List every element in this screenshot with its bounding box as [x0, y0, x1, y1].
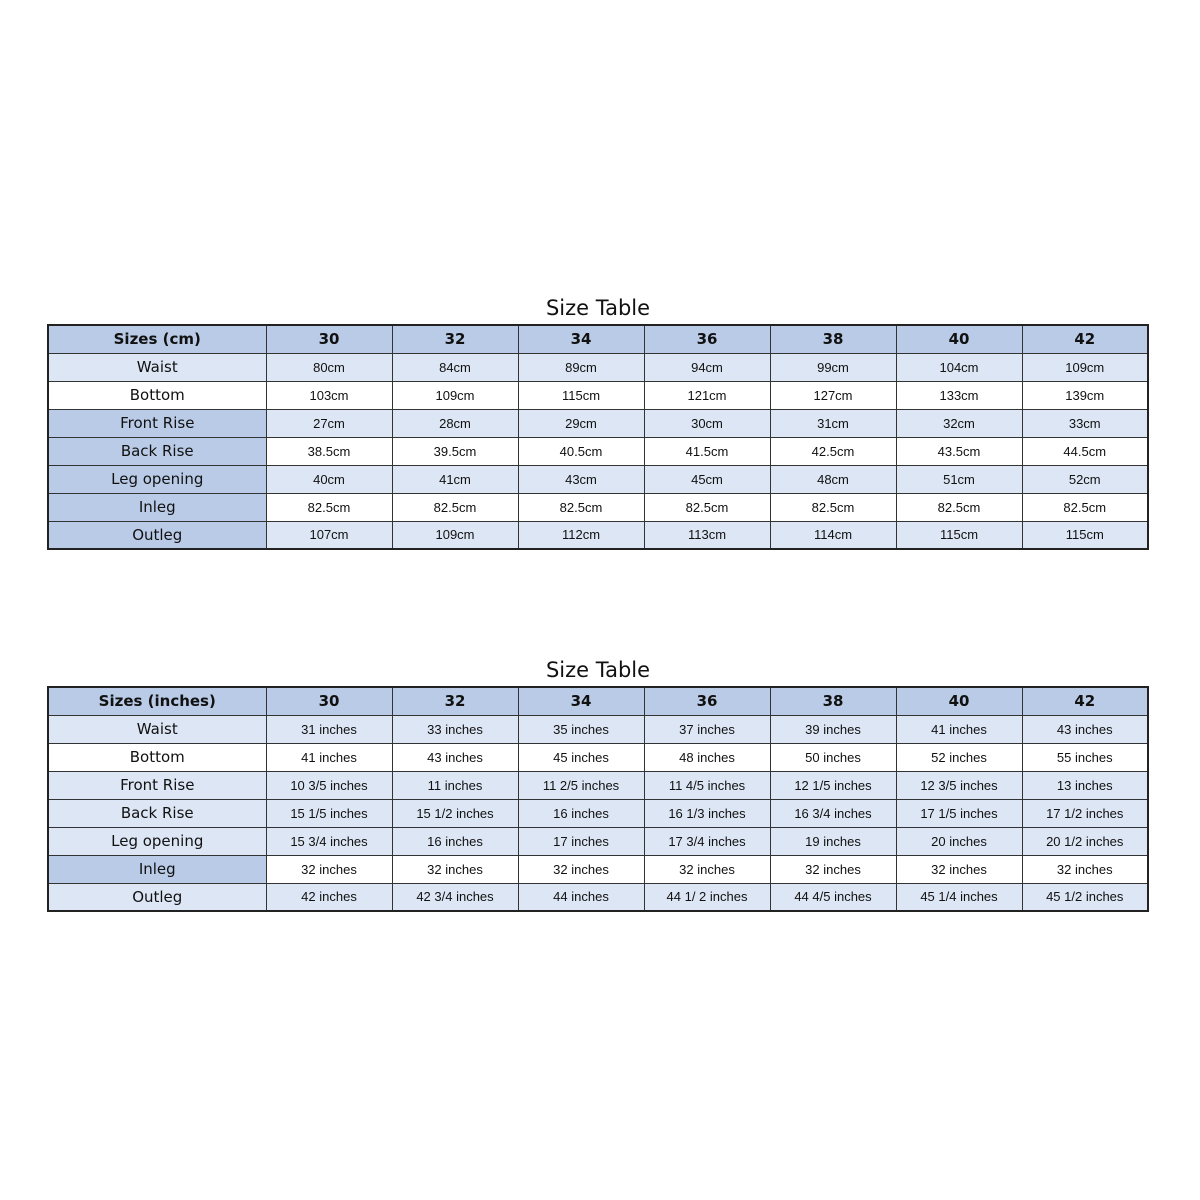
table-cell: 55 inches [1022, 743, 1148, 771]
header-size: 40 [896, 325, 1022, 353]
table-cell: 29cm [518, 409, 644, 437]
table-cell: 11 inches [392, 771, 518, 799]
header-label: Sizes (inches) [48, 687, 266, 715]
table-cell: 121cm [644, 381, 770, 409]
table-row [48, 827, 1148, 855]
table-cell: 48 inches [644, 743, 770, 771]
row-label: Bottom [48, 381, 266, 409]
table-cell: 44.5cm [1022, 437, 1148, 465]
table-cell: 45cm [644, 465, 770, 493]
table-cell: 41 inches [896, 715, 1022, 743]
table-cell: 43 inches [392, 743, 518, 771]
table-cell: 45 1/2 inches [1022, 883, 1148, 911]
table-cell: 31 inches [266, 715, 392, 743]
table-row [48, 353, 1148, 381]
table-cell: 43cm [518, 465, 644, 493]
row-label: Leg opening [48, 827, 266, 855]
table-cell: 15 3/4 inches [266, 827, 392, 855]
row-label: Outleg [48, 883, 266, 911]
table-cell: 109cm [392, 381, 518, 409]
header-size: 30 [266, 687, 392, 715]
table-cell: 31cm [770, 409, 896, 437]
row-label: Front Rise [48, 771, 266, 799]
table-cell: 51cm [896, 465, 1022, 493]
table-cell: 41 inches [266, 743, 392, 771]
table-cell: 32 inches [392, 855, 518, 883]
table-cell: 139cm [1022, 381, 1148, 409]
table-row [48, 493, 1148, 521]
table-cell: 12 1/5 inches [770, 771, 896, 799]
size-table-inches-block [47, 654, 1149, 912]
table-cell: 32 inches [1022, 855, 1148, 883]
table-cell: 45 1/4 inches [896, 883, 1022, 911]
table-row [48, 465, 1148, 493]
table-title: Size Table [545, 296, 651, 320]
table-title: Size Table [545, 658, 651, 682]
table-cell: 16 1/3 inches [644, 799, 770, 827]
table-row [48, 715, 1148, 743]
row-label: Bottom [48, 743, 266, 771]
table-cell: 11 2/5 inches [518, 771, 644, 799]
row-label: Inleg [48, 855, 266, 883]
table-cell: 17 1/5 inches [896, 799, 1022, 827]
header-size: 30 [266, 325, 392, 353]
table-cell: 127cm [770, 381, 896, 409]
table-cell: 99cm [770, 353, 896, 381]
header-size: 34 [518, 325, 644, 353]
table-row [48, 883, 1148, 911]
table-cell: 41cm [392, 465, 518, 493]
table-cell: 42 3/4 inches [392, 883, 518, 911]
table-cell: 48cm [770, 465, 896, 493]
table-cell: 19 inches [770, 827, 896, 855]
row-label: Leg opening [48, 465, 266, 493]
table-cell: 104cm [896, 353, 1022, 381]
header-size: 42 [1022, 687, 1148, 715]
table-cell: 37 inches [644, 715, 770, 743]
table-cell: 35 inches [518, 715, 644, 743]
size-table-cm-block [47, 292, 1149, 550]
table-row [48, 409, 1148, 437]
row-label: Inleg [48, 493, 266, 521]
table-row [48, 381, 1148, 409]
table-cell: 27cm [266, 409, 392, 437]
table-cell: 40.5cm [518, 437, 644, 465]
table-cell: 82.5cm [1022, 493, 1148, 521]
header-size: 36 [644, 687, 770, 715]
header-size: 38 [770, 325, 896, 353]
table-cell: 80cm [266, 353, 392, 381]
table-cell: 30cm [644, 409, 770, 437]
table-row [48, 743, 1148, 771]
table-cell: 32 inches [770, 855, 896, 883]
table-cell: 115cm [1022, 521, 1148, 549]
table-cell: 82.5cm [770, 493, 896, 521]
header-size: 42 [1022, 325, 1148, 353]
table-cell: 32 inches [896, 855, 1022, 883]
table-cell: 39.5cm [392, 437, 518, 465]
table-cell: 133cm [896, 381, 1022, 409]
row-label: Back Rise [48, 437, 266, 465]
table-cell: 20 1/2 inches [1022, 827, 1148, 855]
table-row [48, 855, 1148, 883]
table-cell: 42.5cm [770, 437, 896, 465]
table-cell: 33 inches [392, 715, 518, 743]
table-cell: 50 inches [770, 743, 896, 771]
header-row [48, 325, 1148, 353]
table-cell: 16 inches [392, 827, 518, 855]
row-label: Waist [48, 715, 266, 743]
table-cell: 82.5cm [266, 493, 392, 521]
table-row [48, 437, 1148, 465]
table-cell: 43.5cm [896, 437, 1022, 465]
size-table-cm [47, 324, 1149, 550]
table-cell: 41.5cm [644, 437, 770, 465]
table-cell: 45 inches [518, 743, 644, 771]
table-cell: 114cm [770, 521, 896, 549]
table-cell: 113cm [644, 521, 770, 549]
table-cell: 32 inches [644, 855, 770, 883]
table-cell: 15 1/2 inches [392, 799, 518, 827]
table-cell: 20 inches [896, 827, 1022, 855]
row-label: Waist [48, 353, 266, 381]
table-cell: 107cm [266, 521, 392, 549]
table-cell: 17 3/4 inches [644, 827, 770, 855]
table-cell: 39 inches [770, 715, 896, 743]
table-cell: 52cm [1022, 465, 1148, 493]
row-label: Front Rise [48, 409, 266, 437]
table-cell: 94cm [644, 353, 770, 381]
table-cell: 16 3/4 inches [770, 799, 896, 827]
table-cell: 42 inches [266, 883, 392, 911]
table-row [48, 521, 1148, 549]
header-size: 32 [392, 325, 518, 353]
size-table-inches [47, 686, 1149, 912]
table-cell: 44 4/5 inches [770, 883, 896, 911]
table-cell: 82.5cm [392, 493, 518, 521]
table-cell: 52 inches [896, 743, 1022, 771]
table-cell: 82.5cm [896, 493, 1022, 521]
table-cell: 43 inches [1022, 715, 1148, 743]
header-size: 34 [518, 687, 644, 715]
table-cell: 11 4/5 inches [644, 771, 770, 799]
table-cell: 84cm [392, 353, 518, 381]
header-size: 32 [392, 687, 518, 715]
table-cell: 115cm [518, 381, 644, 409]
table-cell: 32 inches [266, 855, 392, 883]
table-cell: 44 inches [518, 883, 644, 911]
table-cell: 40cm [266, 465, 392, 493]
table-cell: 17 1/2 inches [1022, 799, 1148, 827]
header-size: 38 [770, 687, 896, 715]
table-cell: 13 inches [1022, 771, 1148, 799]
table-cell: 109cm [1022, 353, 1148, 381]
table-cell: 32 inches [518, 855, 644, 883]
table-cell: 33cm [1022, 409, 1148, 437]
table-row [48, 771, 1148, 799]
table-cell: 82.5cm [644, 493, 770, 521]
table-row [48, 799, 1148, 827]
table-cell: 28cm [392, 409, 518, 437]
table-cell: 17 inches [518, 827, 644, 855]
table-cell: 89cm [518, 353, 644, 381]
table-cell: 10 3/5 inches [266, 771, 392, 799]
table-cell: 15 1/5 inches [266, 799, 392, 827]
table-cell: 112cm [518, 521, 644, 549]
table-cell: 12 3/5 inches [896, 771, 1022, 799]
table-cell: 103cm [266, 381, 392, 409]
table-cell: 115cm [896, 521, 1022, 549]
row-label: Outleg [48, 521, 266, 549]
table-cell: 44 1/ 2 inches [644, 883, 770, 911]
table-cell: 38.5cm [266, 437, 392, 465]
table-cell: 109cm [392, 521, 518, 549]
header-size: 40 [896, 687, 1022, 715]
table-cell: 16 inches [518, 799, 644, 827]
table-cell: 32cm [896, 409, 1022, 437]
table-cell: 82.5cm [518, 493, 644, 521]
header-label: Sizes (cm) [48, 325, 266, 353]
header-size: 36 [644, 325, 770, 353]
header-row [48, 687, 1148, 715]
row-label: Back Rise [48, 799, 266, 827]
